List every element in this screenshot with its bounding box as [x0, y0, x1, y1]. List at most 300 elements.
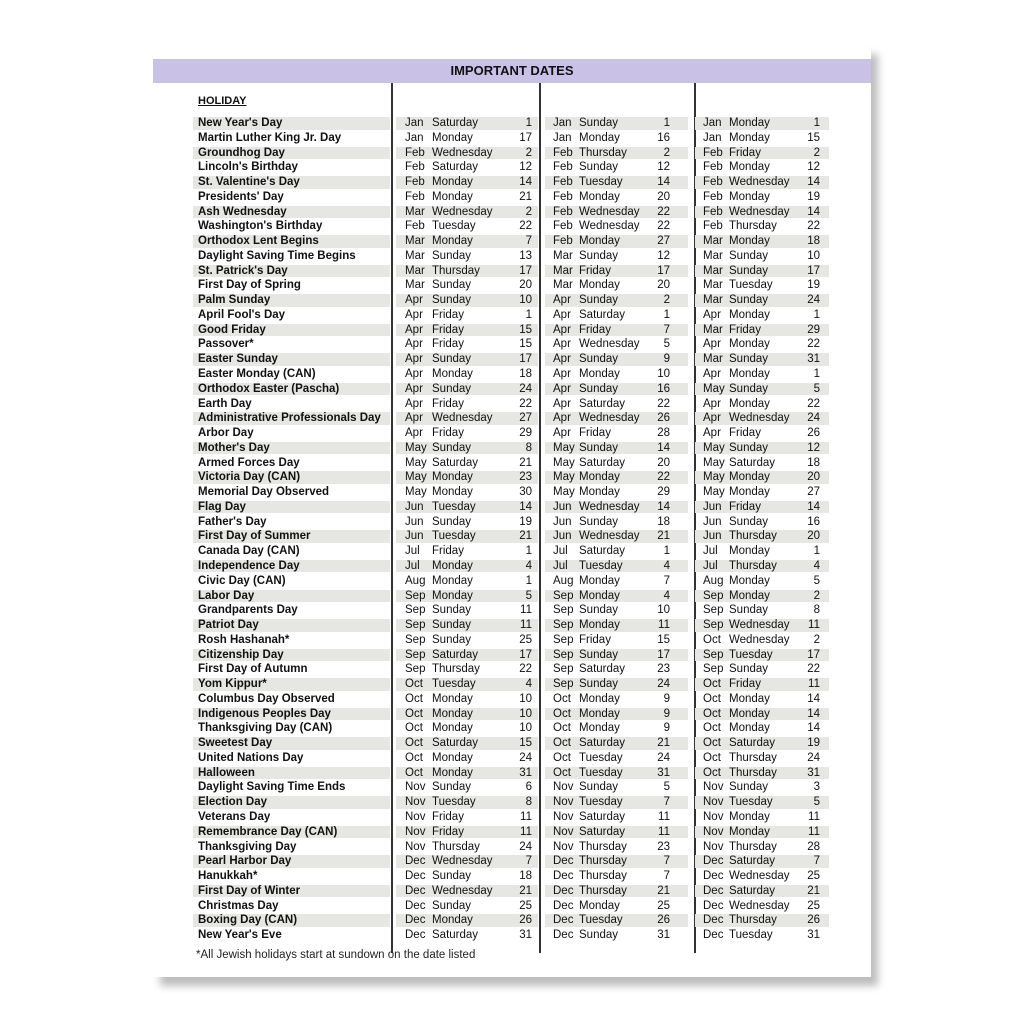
year3-weekday: Thursday [729, 530, 777, 543]
year3-weekday: Monday [729, 368, 770, 381]
year1-date: 2 [525, 146, 532, 159]
year2-weekday: Thursday [579, 855, 627, 868]
holiday-name: Easter Monday (CAN) [198, 368, 316, 381]
year3-month: May [703, 486, 725, 499]
document-page [153, 47, 871, 977]
year1-month: Nov [405, 840, 426, 853]
year3-date: 26 [807, 427, 820, 440]
year1-month: Jun [405, 530, 424, 543]
year2-month: Sep [553, 619, 574, 632]
year3-month: Dec [703, 914, 724, 927]
year2-date: 22 [657, 471, 670, 484]
year3-weekday: Monday [729, 722, 770, 735]
year3-date: 27 [807, 486, 820, 499]
year3-month: Nov [703, 810, 724, 823]
year1-date: 18 [519, 870, 532, 883]
year3-month: Mar [703, 279, 723, 292]
year3-month: Nov [703, 781, 724, 794]
year1-weekday: Thursday [432, 663, 480, 676]
year1-weekday: Friday [432, 545, 464, 558]
holiday-name: New Year's Day [198, 117, 283, 129]
year1-weekday: Wednesday [432, 146, 493, 159]
year3-weekday: Sunday [729, 604, 769, 617]
year2-date: 9 [663, 707, 670, 720]
year1-date: 17 [519, 648, 532, 661]
table-row [153, 352, 871, 367]
year2-month: Jul [553, 559, 568, 572]
year3-weekday: Monday [729, 117, 770, 129]
year1-weekday: Friday [432, 338, 464, 351]
year1-weekday: Tuesday [432, 220, 476, 233]
year1-date: 17 [519, 353, 532, 366]
holiday-name: Palm Sunday [198, 294, 271, 307]
year2-month: Mar [553, 279, 573, 292]
year3-date: 16 [807, 515, 820, 528]
year1-month: Dec [405, 870, 426, 883]
year3-weekday: Monday [729, 131, 770, 144]
table-row [153, 899, 871, 914]
year1-date: 5 [525, 589, 532, 602]
year3-date: 7 [813, 855, 820, 868]
year2-date: 17 [657, 648, 670, 661]
year2-weekday: Sunday [579, 604, 619, 617]
table-row [153, 249, 871, 264]
year3-month: Dec [703, 899, 724, 912]
year2-date: 14 [657, 441, 670, 454]
year1-month: Jun [405, 515, 424, 528]
table-row [153, 928, 871, 943]
year2-month: Nov [553, 840, 574, 853]
year2-month: Oct [553, 751, 571, 764]
year3-month: Oct [703, 751, 721, 764]
holiday-name: Labor Day [198, 589, 255, 602]
year3-month: Apr [703, 368, 721, 381]
holiday-name: Patriot Day [198, 619, 259, 632]
year2-date: 18 [657, 515, 670, 528]
year2-date: 22 [657, 397, 670, 410]
year2-weekday: Monday [579, 722, 620, 735]
year3-month: Mar [703, 294, 723, 307]
year1-month: Nov [405, 796, 426, 809]
year3-month: Apr [703, 338, 721, 351]
year2-month: Nov [553, 796, 574, 809]
year3-weekday: Sunday [729, 781, 769, 794]
year1-weekday: Sunday [432, 294, 472, 307]
year1-weekday: Monday [432, 471, 473, 484]
year1-month: May [405, 441, 427, 454]
table-row [153, 884, 871, 899]
holiday-table [153, 116, 871, 943]
year2-weekday: Monday [579, 368, 620, 381]
year1-month: Nov [405, 781, 426, 794]
year2-weekday: Tuesday [579, 176, 623, 189]
year3-weekday: Monday [729, 810, 770, 823]
year2-date: 24 [657, 751, 670, 764]
table-row [153, 603, 871, 618]
year3-month: Jul [703, 545, 718, 558]
year3-month: Nov [703, 825, 724, 838]
year2-date: 7 [663, 574, 670, 587]
year3-weekday: Thursday [729, 751, 777, 764]
year2-date: 2 [663, 146, 670, 159]
year1-weekday: Monday [432, 751, 473, 764]
year3-date: 8 [813, 604, 820, 617]
year3-month: May [703, 456, 725, 469]
year1-weekday: Monday [432, 559, 473, 572]
holiday-name: First Day of Winter [198, 884, 301, 897]
year2-weekday: Wednesday [579, 220, 640, 233]
year3-date: 14 [807, 707, 820, 720]
year1-date: 1 [525, 574, 532, 587]
year1-date: 26 [519, 914, 532, 927]
holiday-name: Hanukkah* [198, 870, 258, 883]
year2-weekday: Sunday [579, 382, 619, 395]
year1-month: Jan [405, 131, 424, 144]
year3-weekday: Saturday [729, 884, 776, 897]
year3-weekday: Sunday [729, 264, 769, 277]
year1-month: Apr [405, 382, 423, 395]
year2-date: 7 [663, 323, 670, 336]
year2-date: 20 [657, 456, 670, 469]
year2-weekday: Tuesday [579, 559, 623, 572]
year1-month: Mar [405, 205, 425, 218]
year3-weekday: Sunday [729, 249, 769, 262]
table-row [153, 618, 871, 633]
year1-month: Apr [405, 323, 423, 336]
year2-weekday: Monday [579, 589, 620, 602]
year1-weekday: Saturday [432, 929, 479, 942]
year1-weekday: Sunday [432, 249, 472, 262]
year2-month: Jan [553, 117, 572, 129]
year1-month: Sep [405, 604, 426, 617]
year1-date: 30 [519, 486, 532, 499]
footnote: *All Jewish holidays start at sundown on the date listed [196, 949, 476, 961]
year2-date: 7 [663, 796, 670, 809]
year1-month: Oct [405, 722, 423, 735]
year2-weekday: Thursday [579, 870, 627, 883]
table-row [153, 293, 871, 308]
year2-weekday: Sunday [579, 353, 619, 366]
year2-weekday: Tuesday [579, 914, 623, 927]
year1-weekday: Tuesday [432, 530, 476, 543]
year2-weekday: Saturday [579, 456, 626, 469]
table-row [153, 160, 871, 175]
year1-weekday: Wednesday [432, 855, 493, 868]
year3-date: 24 [807, 412, 820, 425]
year1-weekday: Monday [432, 722, 473, 735]
year2-weekday: Sunday [579, 117, 619, 129]
year2-date: 5 [663, 781, 670, 794]
year3-weekday: Wednesday [729, 899, 790, 912]
table-row [153, 278, 871, 293]
table-row [153, 692, 871, 707]
year3-month: Jun [703, 530, 722, 543]
year3-month: Apr [703, 412, 721, 425]
year2-date: 23 [657, 840, 670, 853]
holiday-name: First Day of Spring [198, 279, 301, 292]
year3-month: Dec [703, 929, 724, 942]
year1-date: 25 [519, 899, 532, 912]
year2-month: Feb [553, 161, 573, 174]
year1-month: Mar [405, 279, 425, 292]
year1-date: 21 [519, 456, 532, 469]
year2-date: 31 [657, 929, 670, 942]
year2-weekday: Monday [579, 486, 620, 499]
year1-month: Nov [405, 825, 426, 838]
year1-date: 4 [525, 678, 532, 691]
year1-month: Dec [405, 899, 426, 912]
year1-month: Apr [405, 368, 423, 381]
year1-date: 10 [519, 294, 532, 307]
year3-month: Jan [703, 117, 722, 129]
holiday-name: Election Day [198, 796, 268, 809]
year2-month: Dec [553, 899, 574, 912]
year2-weekday: Saturday [579, 545, 626, 558]
holiday-name: New Year's Eve [198, 929, 282, 942]
year2-date: 12 [657, 161, 670, 174]
year3-date: 12 [807, 441, 820, 454]
year3-weekday: Monday [729, 235, 770, 248]
year3-month: May [703, 441, 725, 454]
year2-date: 16 [657, 382, 670, 395]
year1-date: 24 [519, 382, 532, 395]
year1-weekday: Sunday [432, 619, 472, 632]
year1-weekday: Friday [432, 810, 464, 823]
year2-date: 4 [663, 559, 670, 572]
year2-month: Aug [553, 574, 574, 587]
holiday-name: Flag Day [198, 500, 246, 513]
table-row [153, 751, 871, 766]
year3-date: 31 [807, 766, 820, 779]
holiday-name: Sweetest Day [198, 737, 273, 750]
year1-month: May [405, 471, 427, 484]
year3-date: 1 [813, 117, 820, 129]
year3-month: Feb [703, 190, 723, 203]
year1-month: Apr [405, 294, 423, 307]
year2-weekday: Thursday [579, 840, 627, 853]
year3-date: 22 [807, 220, 820, 233]
year3-date: 26 [807, 914, 820, 927]
year1-month: Feb [405, 146, 425, 159]
year3-month: Feb [703, 220, 723, 233]
year2-month: Feb [553, 220, 573, 233]
year2-month: May [553, 441, 575, 454]
year3-weekday: Friday [729, 323, 761, 336]
year1-date: 1 [525, 117, 532, 129]
table-row [153, 795, 871, 810]
year2-weekday: Saturday [579, 737, 626, 750]
year2-weekday: Sunday [579, 294, 619, 307]
table-row [153, 559, 871, 574]
table-row [153, 529, 871, 544]
year3-date: 12 [807, 161, 820, 174]
holiday-name: Victoria Day (CAN) [198, 471, 301, 484]
holiday-name: First Day of Autumn [198, 663, 308, 676]
year3-date: 18 [807, 456, 820, 469]
year3-month: Feb [703, 161, 723, 174]
year2-weekday: Saturday [579, 825, 626, 838]
table-row [153, 766, 871, 781]
year3-month: Jun [703, 500, 722, 513]
year2-date: 12 [657, 249, 670, 262]
year3-date: 17 [807, 648, 820, 661]
table-row [153, 633, 871, 648]
year2-weekday: Friday [579, 427, 611, 440]
year3-weekday: Monday [729, 338, 770, 351]
year1-month: Apr [405, 397, 423, 410]
year1-date: 11 [520, 825, 532, 838]
year1-month: Apr [405, 412, 423, 425]
year3-weekday: Sunday [729, 353, 769, 366]
holiday-name: Mother's Day [198, 441, 270, 454]
year3-month: Sep [703, 619, 724, 632]
year2-weekday: Sunday [579, 929, 619, 942]
table-row [153, 411, 871, 426]
table-row [153, 367, 871, 382]
year3-weekday: Sunday [729, 441, 769, 454]
year3-date: 14 [807, 205, 820, 218]
year1-month: Feb [405, 190, 425, 203]
year2-weekday: Tuesday [579, 766, 623, 779]
holiday-name: Indigenous Peoples Day [198, 707, 331, 720]
year1-date: 11 [520, 810, 532, 823]
table-row [153, 721, 871, 736]
holiday-name: Independence Day [198, 559, 300, 572]
table-row [153, 913, 871, 928]
holiday-name: Orthodox Easter (Pascha) [198, 382, 340, 395]
table-row [153, 544, 871, 559]
year1-month: Dec [405, 929, 426, 942]
holiday-name: Ash Wednesday [198, 205, 287, 218]
year1-date: 19 [519, 515, 532, 528]
year2-date: 5 [663, 338, 670, 351]
year1-weekday: Wednesday [432, 412, 493, 425]
year2-weekday: Sunday [579, 648, 619, 661]
year1-month: Oct [405, 737, 423, 750]
table-row [153, 441, 871, 456]
year1-month: Oct [405, 751, 423, 764]
year1-date: 22 [519, 220, 532, 233]
year3-month: Oct [703, 737, 721, 750]
year1-date: 24 [519, 840, 532, 853]
year1-weekday: Monday [432, 692, 473, 705]
year1-date: 17 [519, 131, 532, 144]
year3-weekday: Sunday [729, 515, 769, 528]
year1-month: Jul [405, 545, 420, 558]
year2-weekday: Thursday [579, 884, 627, 897]
table-row [153, 840, 871, 855]
holiday-name: Thanksgiving Day (CAN) [198, 722, 333, 735]
year3-date: 14 [807, 500, 820, 513]
year3-date: 4 [813, 559, 820, 572]
year3-month: Oct [703, 707, 721, 720]
year3-date: 22 [807, 338, 820, 351]
year3-weekday: Monday [729, 190, 770, 203]
year3-weekday: Friday [729, 678, 761, 691]
year2-date: 2 [663, 294, 670, 307]
table-row [153, 219, 871, 234]
holiday-name: St. Valentine's Day [198, 176, 300, 189]
year2-month: Apr [553, 294, 571, 307]
year2-month: Feb [553, 176, 573, 189]
year3-weekday: Saturday [729, 855, 776, 868]
year2-weekday: Sunday [579, 441, 619, 454]
table-row [153, 190, 871, 205]
year2-month: Feb [553, 235, 573, 248]
year2-weekday: Tuesday [579, 796, 623, 809]
table-row [153, 854, 871, 869]
holiday-name: Thanksgiving Day [198, 840, 297, 853]
table-row [153, 574, 871, 589]
year2-date: 28 [657, 427, 670, 440]
table-row [153, 515, 871, 530]
year3-weekday: Friday [729, 146, 761, 159]
year3-weekday: Monday [729, 692, 770, 705]
year2-weekday: Friday [579, 633, 611, 646]
table-row [153, 500, 871, 515]
year3-date: 19 [807, 279, 820, 292]
holiday-name: Father's Day [198, 515, 267, 528]
year1-date: 7 [525, 855, 532, 868]
year3-date: 29 [807, 323, 820, 336]
year1-weekday: Saturday [432, 456, 479, 469]
table-row [153, 175, 871, 190]
year1-date: 21 [519, 530, 532, 543]
year2-month: Apr [553, 308, 571, 321]
year2-month: Jun [553, 515, 572, 528]
year3-date: 18 [807, 235, 820, 248]
year2-month: Apr [553, 427, 571, 440]
year1-weekday: Wednesday [432, 205, 493, 218]
year1-date: 13 [519, 249, 532, 262]
year3-weekday: Saturday [729, 737, 776, 750]
holiday-name: Civic Day (CAN) [198, 574, 286, 587]
year3-date: 2 [813, 589, 820, 602]
table-row [153, 116, 871, 131]
year2-month: May [553, 486, 575, 499]
year2-date: 1 [663, 545, 670, 558]
year2-month: Sep [553, 663, 574, 676]
year2-month: Oct [553, 737, 571, 750]
year2-month: Nov [553, 781, 574, 794]
year1-date: 1 [525, 545, 532, 558]
year2-date: 9 [663, 722, 670, 735]
year1-weekday: Tuesday [432, 500, 476, 513]
year2-date: 22 [657, 205, 670, 218]
year1-month: Sep [405, 589, 426, 602]
year2-date: 24 [657, 678, 670, 691]
year3-date: 3 [813, 781, 820, 794]
year1-weekday: Sunday [432, 781, 472, 794]
year3-month: Mar [703, 323, 723, 336]
year1-weekday: Saturday [432, 648, 479, 661]
year1-date: 11 [520, 619, 532, 632]
year2-month: Sep [553, 633, 574, 646]
holiday-name: Canada Day (CAN) [198, 545, 300, 558]
year1-month: May [405, 456, 427, 469]
table-row [153, 456, 871, 471]
year1-month: Nov [405, 810, 426, 823]
year2-date: 21 [657, 530, 670, 543]
year3-date: 5 [813, 382, 820, 395]
year2-date: 22 [657, 220, 670, 233]
holiday-name: Earth Day [198, 397, 252, 410]
year2-date: 14 [657, 500, 670, 513]
holiday-name: Administrative Professionals Day [198, 412, 381, 425]
year2-weekday: Saturday [579, 397, 626, 410]
year3-month: Oct [703, 766, 721, 779]
year1-weekday: Sunday [432, 515, 472, 528]
